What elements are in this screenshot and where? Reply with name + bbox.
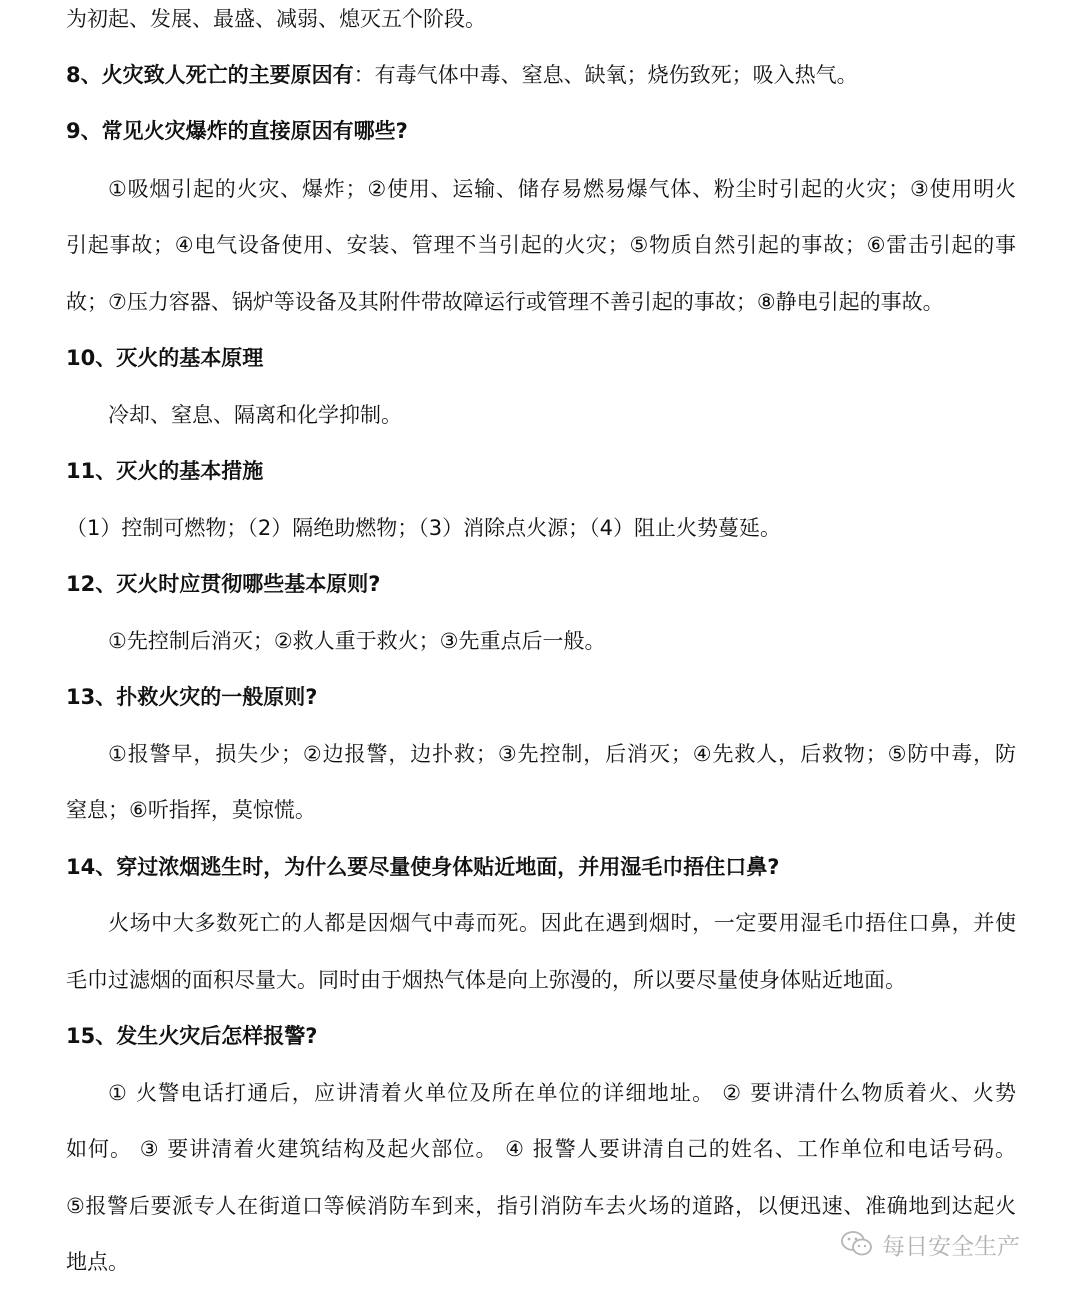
paragraph-line: ①吸烟引起的火灾、爆炸；②使用、运输、储存易燃易爆气体、粉尘时引起的火灾；③使用明火 xyxy=(108,177,1016,201)
paragraph-line: 毛巾过滤烟的面积尽量大。同时由于烟热气体是向上弥漫的，所以要尽量使身体贴近地面。 xyxy=(66,968,906,992)
paragraph-line: ①先控制后消灭；②救人重于救火；③先重点后一般。 xyxy=(108,629,606,653)
heading-8-body: ：有毒气体中毒、窒息、缺氧；烧伤致死；吸入热气。 xyxy=(353,63,858,87)
paragraph-line: ① 火警电话打通后，应讲清着火单位及所在单位的详细地址。 ② 要讲清什么物质着火、火势 xyxy=(108,1081,1016,1105)
paragraph-line: 引起事故；④电气设备使用、安装、管理不当引起的火灾；⑤物质自然引起的事故；⑥雷击引起的事 xyxy=(66,233,1016,257)
paragraph-line: 如何。 ③ 要讲清着火建筑结构及起火部位。 ④ 报警人要讲清自己的姓名、工作单位和电话号码。 xyxy=(66,1137,1016,1161)
heading-15: 15、发生火灾后怎样报警? xyxy=(66,1024,318,1048)
watermark xyxy=(840,1226,1020,1262)
heading-12: 12、灭火时应贯彻哪些基本原则? xyxy=(66,572,381,596)
paragraph-line: 地点。 xyxy=(66,1250,129,1274)
paragraph-line: 窒息；⑥听指挥，莫惊慌。 xyxy=(66,798,316,822)
paragraph-line: 故；⑦压力容器、锅炉等设备及其附件带故障运行或管理不善引起的事故；⑧静电引起的事故。 xyxy=(66,290,944,314)
heading-8-title: 8、火灾致人死亡的主要原因有 xyxy=(66,63,354,87)
paragraph-line: 冷却、窒息、隔离和化学抑制。 xyxy=(108,403,402,427)
paragraph-line: ①报警早，损失少；②边报警，边扑救；③先控制，后消灭；④先救人，后救物；⑤防中毒，防 xyxy=(108,742,1016,766)
heading-14: 14、穿过浓烟逃生时，为什么要尽量使身体贴近地面，并用湿毛巾捂住口鼻? xyxy=(66,855,780,879)
wechat-icon xyxy=(840,1229,874,1259)
heading-11: 11、灭火的基本措施 xyxy=(66,459,264,483)
text-line: 为初起、发展、最盛、减弱、熄灭五个阶段。 xyxy=(66,7,486,31)
paragraph-line: 火场中大多数死亡的人都是因烟气中毒而死。因此在遇到烟时，一定要用湿毛巾捂住口鼻，并使 xyxy=(108,911,1016,935)
heading-10: 10、灭火的基本原理 xyxy=(66,346,264,370)
heading-9: 9、常见火灾爆炸的直接原因有哪些? xyxy=(66,119,408,143)
paragraph-line: ⑤报警后要派专人在街道口等候消防车到来，指引消防车去火场的道路，以便迅速、准确地到达起火 xyxy=(66,1194,1016,1218)
heading-8 xyxy=(66,60,1016,90)
watermark-text: 每日安全生产 xyxy=(882,1233,1020,1260)
heading-13: 13、扑救火灾的一般原则? xyxy=(66,685,318,709)
paragraph-line: （1）控制可燃物；（2）隔绝助燃物；（3）消除点火源；（4）阻止火势蔓延。 xyxy=(66,516,781,540)
